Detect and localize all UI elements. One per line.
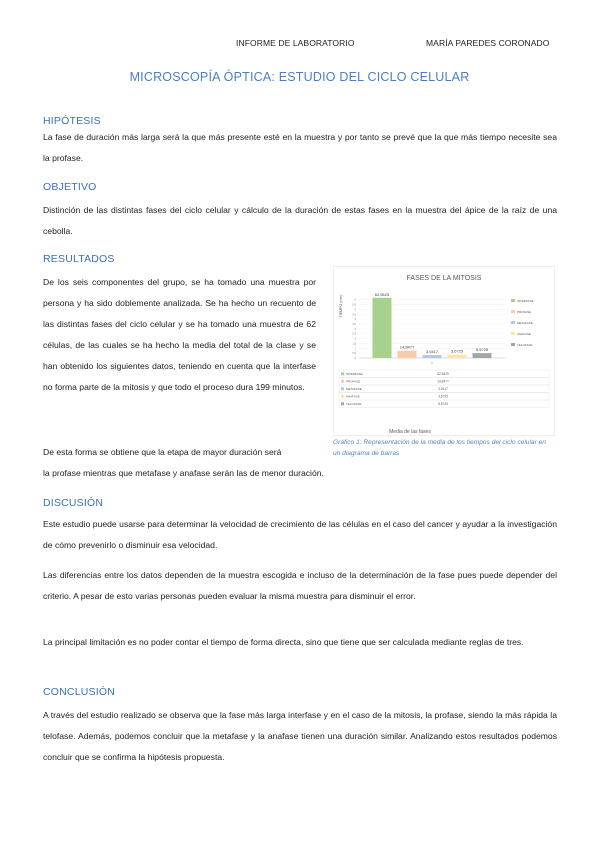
chart-table-swatch xyxy=(341,380,344,383)
chart-table-swatch xyxy=(341,395,344,398)
text-discusion-1: Este estudio puede usarse para determinar la velocidad de crecimiento de las células en el caso del cancer y ayudar a la investigación de cómo prevenirlo o disminuir esa velocidad. xyxy=(43,519,557,550)
chart-xlabel: Media de las fases xyxy=(389,429,431,435)
chart-table-swatch xyxy=(341,402,344,405)
page-title: MICROSCOPÍA ÓPTICA: ESTUDIO DEL CICLO CELULAR xyxy=(129,70,470,84)
chart-ytick-label: 1 xyxy=(354,347,356,351)
heading-hipotesis: HIPÓTESIS xyxy=(43,115,101,127)
chart-ytick-label: 0 xyxy=(354,357,356,360)
chart-data-label: 5,5?25 xyxy=(475,347,489,353)
chart-table-value: 3,0417 xyxy=(438,387,448,392)
heading-resultados: RESULTADOS xyxy=(43,253,115,265)
header-right: MARÍA PAREDES CORONADO xyxy=(426,38,550,48)
chart-legend-swatch xyxy=(511,299,515,302)
chart-title: FASES DE LA MITOSIS xyxy=(406,275,482,282)
chart-ytick-label: 5 xyxy=(354,308,356,312)
chart-table-value: 3,6?25 xyxy=(438,394,448,399)
chart-table-name: PROFASE xyxy=(346,379,361,384)
header-left: INFORME DE LABORATORIO xyxy=(236,38,355,48)
chart-bar-interfase xyxy=(373,298,392,358)
chart-bar-telofase xyxy=(473,353,492,358)
chart-ytick-label: 6 xyxy=(354,298,356,302)
chart-frame xyxy=(333,266,555,436)
chart-legend-label: TELOFASE xyxy=(517,343,533,347)
heading-conclusion: CONCLUSIÓN xyxy=(43,686,116,698)
text-resultados-2a: De esta forma se obtiene que la etapa de mayor duración será xyxy=(43,447,282,457)
chart-bar-profase xyxy=(398,351,417,358)
chart-ytick-label: 2,5 xyxy=(352,332,356,336)
text-objetivo: Distinción de las distintas fases del ciclo celular y cálculo de la duración de estas fases en la muestra del ápice de la raíz de una cebolla. xyxy=(43,205,557,236)
chart-svg xyxy=(333,266,555,436)
chart-data-label: 3,6?25 xyxy=(450,348,464,354)
chart-category-label: 1 xyxy=(431,361,433,365)
text-resultados: De los seis componentes del grupo, se ha tomado una muestra por persona y ha sido doblemente analizada. Se ha hecho un recuento de las distintas fases del ciclo celular y se ha tomado una muestra de 62 células, de las cuales se ha hecho la media del total de la clase y se han obtenido los siguientes datos, teniendo en cuenta que la interfase no forma parte de la mitosis y que todo el proceso dura 199 minutos. xyxy=(43,277,316,392)
chart-ytick-label: 1,5 xyxy=(352,342,356,346)
chart-bar-anafase xyxy=(448,355,467,358)
chart-ytick-label: 0,5 xyxy=(352,352,356,356)
chart-data-label: 14,84?? xyxy=(399,344,415,350)
chart-table-swatch xyxy=(341,372,344,375)
chart-legend-swatch xyxy=(511,332,515,335)
heading-objetivo: OBJETIVO xyxy=(43,181,97,193)
chart-ylabel: TIEMPO (min) xyxy=(339,294,343,318)
text-hipotesis: La fase de duración más larga será la que más presente esté en la muestra y por tanto se prevé que la que más tiempo necesite sea la profase. xyxy=(43,132,557,163)
chart-ytick-label: 4 xyxy=(354,318,356,322)
chart-legend-label: INTERFASE xyxy=(517,299,534,303)
heading-discusion: DISCUSIÓN xyxy=(43,497,104,509)
chart-table-name: TELOFASE xyxy=(346,402,362,407)
chart-table-name: ANAFASE xyxy=(346,394,360,399)
chart-table-swatch xyxy=(341,387,344,390)
chart-data-label: 3,0417 xyxy=(425,349,439,355)
chart-legend-swatch xyxy=(511,343,515,346)
chart-ytick-label: 2 xyxy=(354,337,356,341)
chart-legend-label: ANAFASE xyxy=(517,332,531,336)
text-discusion-2: Las diferencias entre los datos dependen de la muestra escogida e incluso de la determinación de la fase pues puede depender del criterio. A pesar de esto varias personas pueden evaluar la misma muestra para disminuir el error. xyxy=(43,570,557,601)
chart-table-value: 14,84?? xyxy=(437,379,449,384)
chart-ytick-label: 3 xyxy=(354,327,356,331)
text-resultados-2b: la profase mientras que metafase y anafase serán las de menor duración. xyxy=(43,468,324,478)
text-conclusion: A través del estudio realizado se observa que la fase más larga interfase y en el caso de la mitosis, la profase, siendo la más rápida la telofase. Además, podemos concluir que la metafase y la anafase tienen una duración similar. Analizando estos resultados podemos concluir que se confirma la hipótesis propuesta. xyxy=(43,710,557,762)
chart-ytick-label: 5,5 xyxy=(352,303,356,307)
chart-legend-swatch xyxy=(511,310,515,313)
chart-data-label: 62,5625 xyxy=(374,291,390,297)
chart-legend-label: METAFASE xyxy=(517,321,533,325)
chart-legend-label: PROFASE xyxy=(517,310,532,314)
chart-ytick-label: 3,5 xyxy=(352,323,356,326)
bar-chart xyxy=(333,266,555,436)
chart-table-value: 5,5?25 xyxy=(438,402,448,407)
text-discusion-3: La principal limitación es no poder contar el tiempo de forma directa, sino que tiene que ser calculada mediante reglas de tres. xyxy=(43,637,524,647)
chart-bar-metafase xyxy=(423,355,442,358)
chart-ytick-label: 4,5 xyxy=(352,313,356,317)
chart-caption: Gráfico 1: Representación de la media de los tiempos del ciclo celular en un diagrama de barras xyxy=(333,439,546,457)
chart-table-name: INTERFASE xyxy=(346,372,363,377)
chart-table-value: 62,5625 xyxy=(437,372,449,377)
chart-table-name: METAFASE xyxy=(346,387,362,392)
chart-legend-swatch xyxy=(511,321,515,324)
